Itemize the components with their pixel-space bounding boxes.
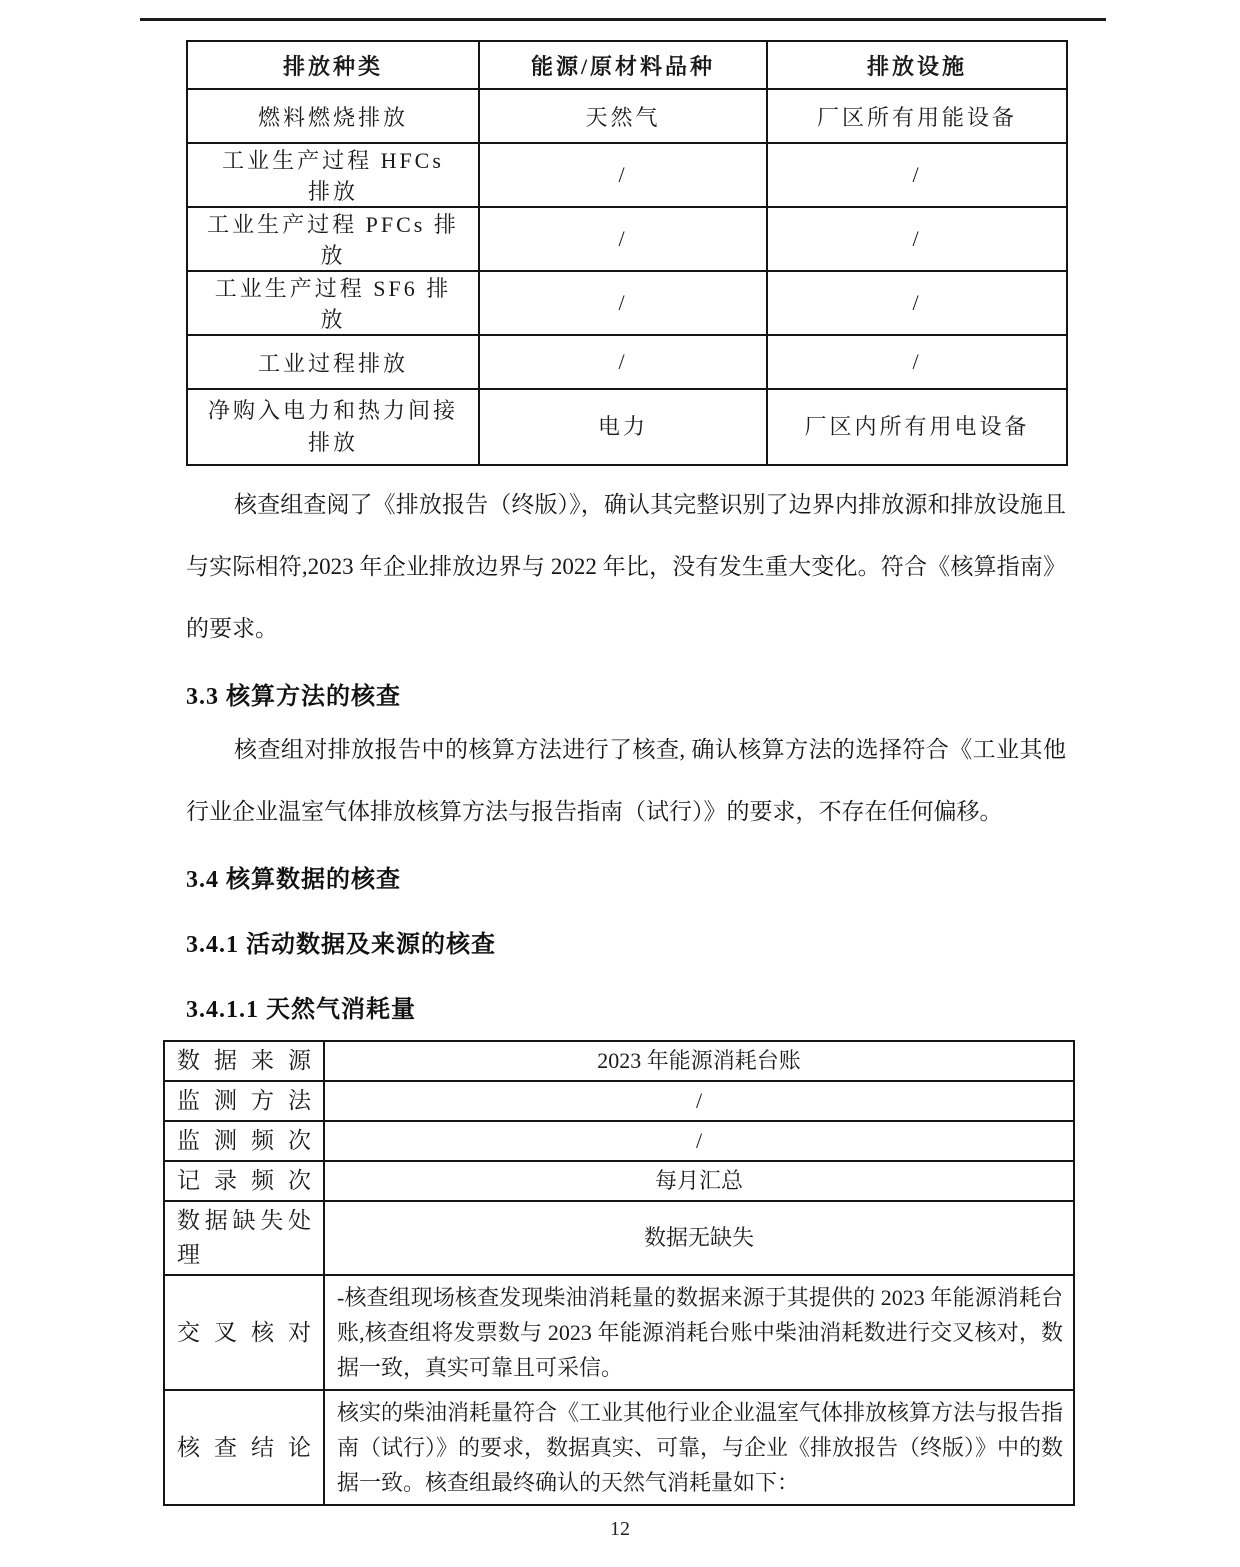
heading-3-4-1: 3.4.1 活动数据及来源的核查 xyxy=(186,932,496,958)
cell-emission-type: 净购入电力和热力间接排放 xyxy=(187,389,479,465)
cell-emission-type: 工业生产过程 SF6 排放 xyxy=(187,271,479,335)
table-row xyxy=(187,89,1067,143)
cell-energy-material: 天然气 xyxy=(479,89,767,143)
cell-facility: / xyxy=(767,207,1067,271)
cell-energy-material: / xyxy=(479,143,767,207)
cell-facility: / xyxy=(767,143,1067,207)
heading-3-4-1-1: 3.4.1.1 天然气消耗量 xyxy=(186,997,416,1023)
cell-energy-material: 电力 xyxy=(479,389,767,465)
column-header-facility: 排放设施 xyxy=(767,41,1067,89)
natural-gas-data-table xyxy=(163,1040,1075,1506)
heading-3-3: 3.3 核算方法的核查 xyxy=(186,684,401,710)
page-header-rule xyxy=(140,18,1106,21)
row-label-missing-data-handling: 数据缺失处理 xyxy=(164,1201,324,1275)
column-header-energy-material: 能源/原材料品种 xyxy=(479,41,767,89)
row-value-missing-data-handling: 数据无缺失 xyxy=(324,1201,1074,1275)
cell-facility: / xyxy=(767,335,1067,389)
cell-facility: / xyxy=(767,271,1067,335)
table-row xyxy=(164,1121,1074,1161)
row-value-data-source: 2023 年能源消耗台账 xyxy=(324,1041,1074,1081)
table-row xyxy=(164,1275,1074,1390)
row-label-data-source: 数据来源 xyxy=(164,1041,324,1081)
paragraph-boundary-confirmation: 核查组查阅了《排放报告（终版）》，确认其完整识别了边界内排放源和排放设施且与实际相符,2023 年企业排放边界与 2022 年比，没有发生重大变化。符合《核算指南》的要求。 xyxy=(186,492,1066,641)
row-value-cross-check: -核查组现场核查发现柴油消耗量的数据来源于其提供的 2023 年能源消耗台账,核查组将发票数与 2023 年能源消耗台账中柴油消耗数进行交叉核对，数据一致，真实可靠且可采信。 xyxy=(324,1275,1074,1390)
table-row xyxy=(164,1161,1074,1201)
cell-energy-material: / xyxy=(479,207,767,271)
table-row xyxy=(164,1081,1074,1121)
column-header-emission-type: 排放种类 xyxy=(187,41,479,89)
table-row xyxy=(187,389,1067,465)
row-label-monitoring-method: 监测方法 xyxy=(164,1081,324,1121)
row-label-cross-check: 交叉核对 xyxy=(164,1275,324,1390)
cell-emission-type: 工业生产过程 HFCs 排放 xyxy=(187,143,479,207)
page-number: 12 xyxy=(610,1518,630,1540)
cell-energy-material: / xyxy=(479,335,767,389)
row-value-verification-conclusion: 核实的柴油消耗量符合《工业其他行业企业温室气体排放核算方法与报告指南（试行）》的要求，数据真实、可靠，与企业《排放报告（终版）》中的数据一致。核查组最终确认的天然气消耗量如下： xyxy=(324,1390,1074,1505)
table-row xyxy=(164,1390,1074,1505)
table-row xyxy=(187,271,1067,335)
emission-sources-table xyxy=(186,40,1068,466)
table-row xyxy=(187,143,1067,207)
cell-facility: 厂区所有用能设备 xyxy=(767,89,1067,143)
cell-facility: 厂区内所有用电设备 xyxy=(767,389,1067,465)
row-value-monitoring-frequency: / xyxy=(324,1121,1074,1161)
row-label-record-frequency: 记录频次 xyxy=(164,1161,324,1201)
paragraph-method-verification: 核查组对排放报告中的核算方法进行了核查, 确认核算方法的选择符合《工业其他行业企业温室气体排放核算方法与报告指南（试行）》的要求，不存在任何偏移。 xyxy=(186,737,1066,824)
table-header-row xyxy=(187,41,1067,89)
table-row xyxy=(164,1201,1074,1275)
heading-3-4: 3.4 核算数据的核查 xyxy=(186,867,401,893)
cell-emission-type: 燃料燃烧排放 xyxy=(187,89,479,143)
table-row xyxy=(187,335,1067,389)
row-value-record-frequency: 每月汇总 xyxy=(324,1161,1074,1201)
table-row xyxy=(164,1041,1074,1081)
row-label-monitoring-frequency: 监测频次 xyxy=(164,1121,324,1161)
table-row xyxy=(187,207,1067,271)
row-value-monitoring-method: / xyxy=(324,1081,1074,1121)
cell-emission-type: 工业生产过程 PFCs 排放 xyxy=(187,207,479,271)
cell-emission-type: 工业过程排放 xyxy=(187,335,479,389)
row-label-verification-conclusion: 核查结论 xyxy=(164,1390,324,1505)
cell-energy-material: / xyxy=(479,271,767,335)
